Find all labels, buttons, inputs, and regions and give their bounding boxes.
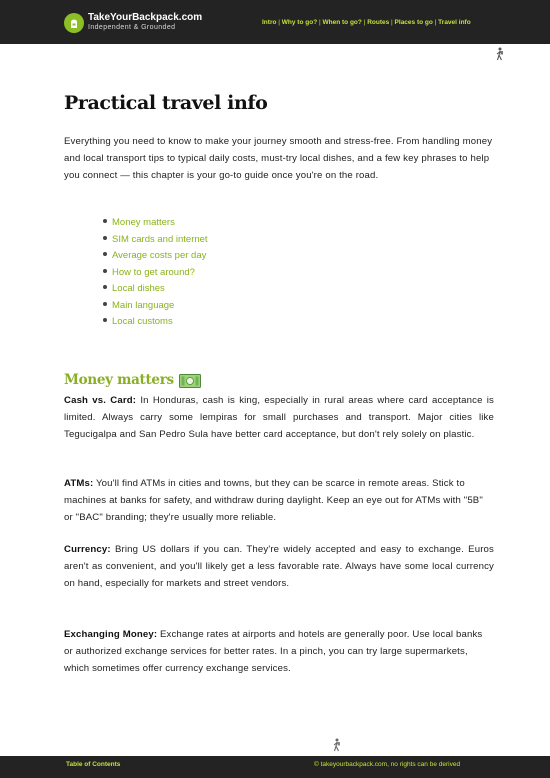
nav-separator: | (434, 19, 437, 26)
paragraph-label: Exchanging Money: (64, 629, 158, 640)
nav-link-when-to-go[interactable]: When to go? (322, 19, 362, 26)
money-banknote-icon (179, 374, 201, 388)
toc-link-average-costs[interactable]: Average costs per day (112, 250, 207, 261)
list-item (103, 232, 208, 249)
page-title: Practical travel info (64, 92, 268, 114)
list-item (103, 265, 208, 282)
logo-tagline: Independent & Grounded (88, 24, 176, 31)
list-item (103, 215, 208, 232)
hiker-icon (495, 47, 505, 61)
nav-link-travel-info[interactable]: Travel info (438, 19, 471, 26)
nav-link-places-to-go[interactable]: Places to go (394, 19, 433, 26)
toc-link-money-matters[interactable]: Money matters (112, 217, 175, 228)
toc-link-get-around[interactable]: How to get around? (112, 266, 195, 278)
top-nav (262, 19, 471, 26)
bullet (103, 269, 107, 273)
paragraph-label: Currency: (64, 544, 111, 555)
bullet (103, 236, 107, 240)
toc-link-local-customs[interactable]: Local customs (112, 316, 173, 327)
toc-link-main-language[interactable]: Main language (112, 299, 175, 311)
footer-bar (0, 756, 550, 778)
bullet (103, 318, 107, 322)
bullet (103, 302, 107, 306)
money-paragraph-cash-card (64, 392, 494, 443)
copyright-text: © takeyourbackpack.com, no rights can be derived (314, 761, 461, 768)
logo-title[interactable]: TakeYourBackpack.com (88, 12, 203, 23)
toc-link-local-dishes[interactable]: Local dishes (112, 283, 165, 294)
nav-link-why-to-go[interactable]: Why to go? (281, 19, 318, 26)
bullet (103, 285, 107, 289)
money-paragraph-currency (64, 541, 494, 592)
section-heading-money: Money matters (64, 372, 174, 388)
table-of-contents-link[interactable]: Table of Contents (66, 761, 121, 768)
header-bar (0, 0, 550, 44)
money-paragraph-atms (64, 475, 494, 526)
money-paragraph-exchanging (64, 626, 494, 677)
list-item (103, 281, 208, 298)
logo-icon[interactable] (64, 13, 84, 33)
list-item (103, 314, 208, 331)
bullet (103, 219, 107, 223)
list-item (103, 248, 208, 265)
paragraph-text: You'll find ATMs in cities and towns, but they can be scarce in remote areas. Stick to machines at banks for safety, and withdraw during daylight. Keep an eye out for ATMs with "5B" or "BAC" branding; they're usually more reliable. (64, 478, 483, 523)
nav-link-routes[interactable]: Routes (367, 19, 390, 26)
section-list (103, 215, 208, 331)
backpack-icon (67, 16, 81, 30)
nav-link-intro[interactable]: Intro (262, 19, 277, 26)
toc-link-sim-cards[interactable]: SIM cards and internet (112, 233, 208, 245)
nav-separator: | (318, 19, 321, 26)
hiker-icon (332, 738, 342, 752)
paragraph-label: ATMs: (64, 478, 94, 489)
list-item (103, 298, 208, 315)
nav-separator: | (363, 19, 366, 26)
paragraph-label: Cash vs. Card: (64, 395, 137, 406)
nav-separator: | (278, 19, 280, 26)
bullet (103, 252, 107, 256)
intro-paragraph: Everything you need to know to make your journey smooth and stress-free. From handling money and local transport tips to typical daily costs, must-try local dishes, and a few key phrases to help you connect — this chapter is your go-to guide once you're on the road. (64, 136, 493, 181)
paragraph-text: In Honduras, cash is king, especially in rural areas where card acceptance is limited. Always carry some lempiras for small purchases and transport. Major cities like Tegucigalpa and San Pedro Sula have better card acceptance, but don't rely solely on plastic. (64, 395, 494, 440)
paragraph-text: Bring US dollars if you can. They're widely accepted and easy to exchange. Euros aren't as convenient, and you'll likely get a less favorable rate. Always have some local currency on hand, especially for markets and street vendors. (64, 544, 494, 589)
nav-separator: | (391, 19, 393, 26)
paragraph-text: Exchange rates at airports and hotels are generally poor. Use local banks or authorized exchange services for better rates. In a pinch, you can try large supermarkets, which sometimes offer currency exchange services. (64, 629, 483, 674)
